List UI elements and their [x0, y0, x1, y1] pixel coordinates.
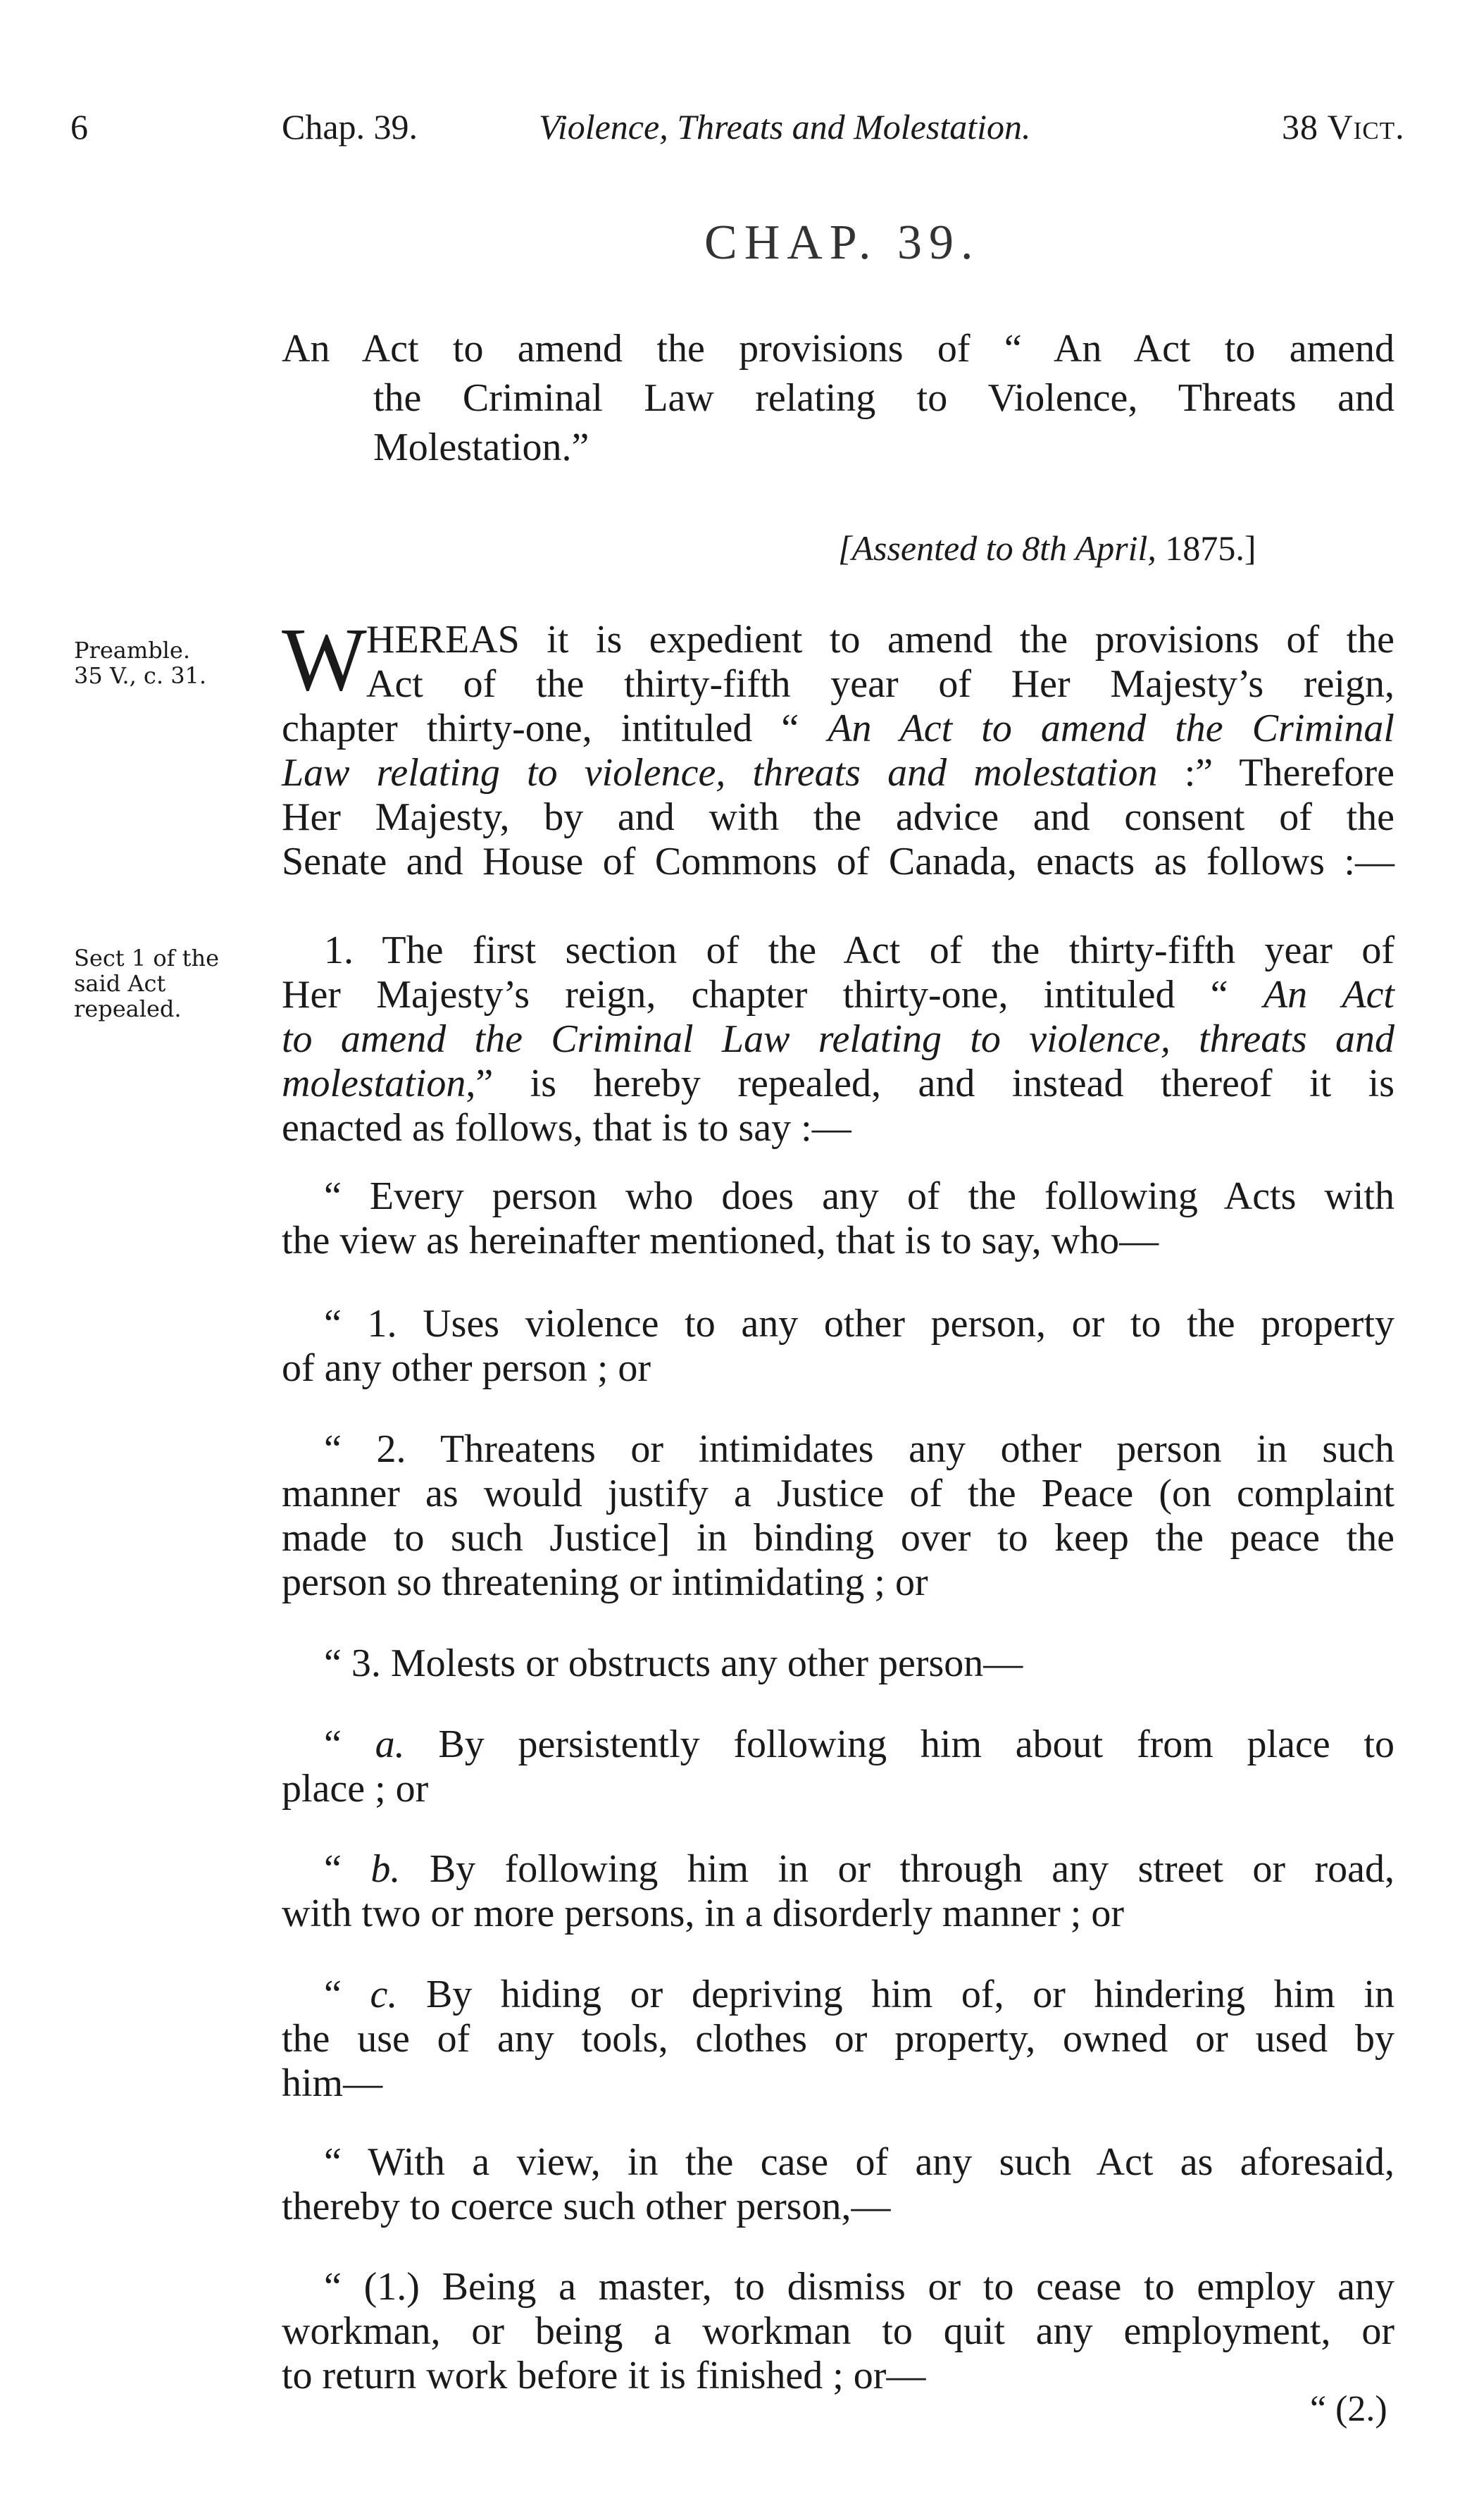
long-title-line: Molestation.”: [373, 426, 589, 469]
section-line: Her Majesty’s reign, chapter thirty-one, intituled “ An Act: [282, 973, 1394, 1017]
clause-line: “ 1. Uses violence to any other person, or to the property: [324, 1302, 1394, 1346]
para-line: the view as hereinafter mentioned, that is to say, who—: [282, 1219, 1159, 1262]
section-1: [282, 929, 1394, 1150]
preamble-line: HEREAS it is expedient to amend the provisions of the: [366, 618, 1394, 662]
clause-c: [282, 1973, 1394, 2106]
para-line: “ With a view, in the case of any such Act as aforesaid,: [324, 2140, 1394, 2184]
preamble-head: [366, 618, 1394, 707]
margin-note-section1: [74, 945, 219, 1022]
long-title: [282, 324, 1394, 472]
clause-line: “ 3. Molests or obstructs any other person—: [324, 1641, 1023, 1685]
every-person-para: [282, 1174, 1394, 1263]
subclause-1: [282, 2265, 1394, 2398]
margin-note-line: Preamble.: [74, 637, 191, 664]
clause-line: “ b. By following him in or through any street or road,: [324, 1847, 1394, 1891]
clause-line: of any other person ; or: [282, 1346, 651, 1390]
clause-1: [282, 1302, 1394, 1391]
margin-note-line: 35 V., c. 31.: [74, 662, 207, 689]
preamble-line: Act of the thirty-fifth year of Her Majesty’s reign,: [366, 662, 1394, 706]
clause-b: [282, 1847, 1394, 1936]
clause-line: place ; or: [282, 1767, 429, 1811]
clause-line: “ 2. Threatens or intimidates any other person in such: [324, 1427, 1394, 1471]
clause-line: “ c. By hiding or depriving him of, or hindering him in: [324, 1973, 1395, 2016]
section-line: molestation,” is hereby repealed, and instead thereof it is: [282, 1062, 1394, 1105]
preamble-line: Senate and House of Commons of Canada, enacts as follows :—: [282, 840, 1394, 883]
long-title-line: the Criminal Law relating to Violence, Threats and: [373, 376, 1394, 420]
para-line: “ Every person who does any of the following Acts with: [324, 1174, 1394, 1218]
clause-2: [282, 1427, 1394, 1605]
clause-3: [282, 1641, 1394, 1686]
catchword: “ (2.): [1310, 2389, 1387, 2429]
clause-line: to return work before it is finished ; or—: [282, 2354, 926, 2397]
clause-a: [282, 1723, 1394, 1811]
clause-line: with two or more persons, in a disorderly manner ; or: [282, 1892, 1124, 1935]
clause-line: workman, or being a workman to quit any employment, or: [282, 2309, 1394, 2353]
clause-line: “ a. By persistently following him about from place to: [324, 1723, 1394, 1766]
preamble-dropcap: W: [282, 609, 367, 709]
margin-note-line: Sect 1 of the: [74, 945, 220, 972]
header-chapter: Chap. 39.: [282, 107, 418, 147]
page-number: 6: [70, 107, 88, 147]
with-view-para: [282, 2140, 1394, 2229]
margin-note-preamble: [74, 638, 206, 688]
assent-year: 1875.]: [1165, 528, 1256, 568]
section-line: 1. The first section of the Act of the thirty-fifth year of: [324, 929, 1394, 972]
preamble-body: [282, 707, 1394, 884]
para-line: thereby to coerce such other person,—: [282, 2185, 891, 2228]
section-line: enacted as follows, that is to say :—: [282, 1106, 851, 1150]
preamble-line: Law relating to violence, threats and molestation :” Therefore: [282, 751, 1394, 795]
chapter-title: CHAP. 39.: [704, 216, 980, 270]
margin-note-line: said Act: [74, 970, 166, 997]
clause-line: the use of any tools, clothes or property, owned or used by: [282, 2017, 1394, 2061]
clause-line: manner as would justify a Justice of the Peace (on complaint: [282, 1472, 1394, 1515]
clause-line: made to such Justice] in binding over to keep the peace the: [282, 1516, 1394, 1560]
assent-prefix: [Assented to 8th April,: [838, 528, 1166, 568]
preamble-line: Her Majesty, by and with the advice and consent of the: [282, 795, 1394, 839]
margin-note-line: repealed.: [74, 995, 182, 1022]
long-title-line: An Act to amend the provisions of “ An Act to amend: [282, 327, 1394, 371]
section-line: to amend the Criminal Law relating to violence, threats and: [282, 1017, 1394, 1061]
preamble-line: chapter thirty-one, intituled “ An Act to amend the Criminal: [282, 707, 1394, 750]
assent-date: [838, 527, 1256, 569]
clause-line: him—: [282, 2061, 383, 2105]
header-regnal-year: 38 Vict.: [1282, 107, 1405, 147]
header-running-title: Violence, Threats and Molestation.: [539, 107, 1031, 147]
clause-line: person so threatening or intimidating ; or: [282, 1560, 928, 1604]
clause-line: “ (1.) Being a master, to dismiss or to cease to employ any: [324, 2265, 1394, 2309]
